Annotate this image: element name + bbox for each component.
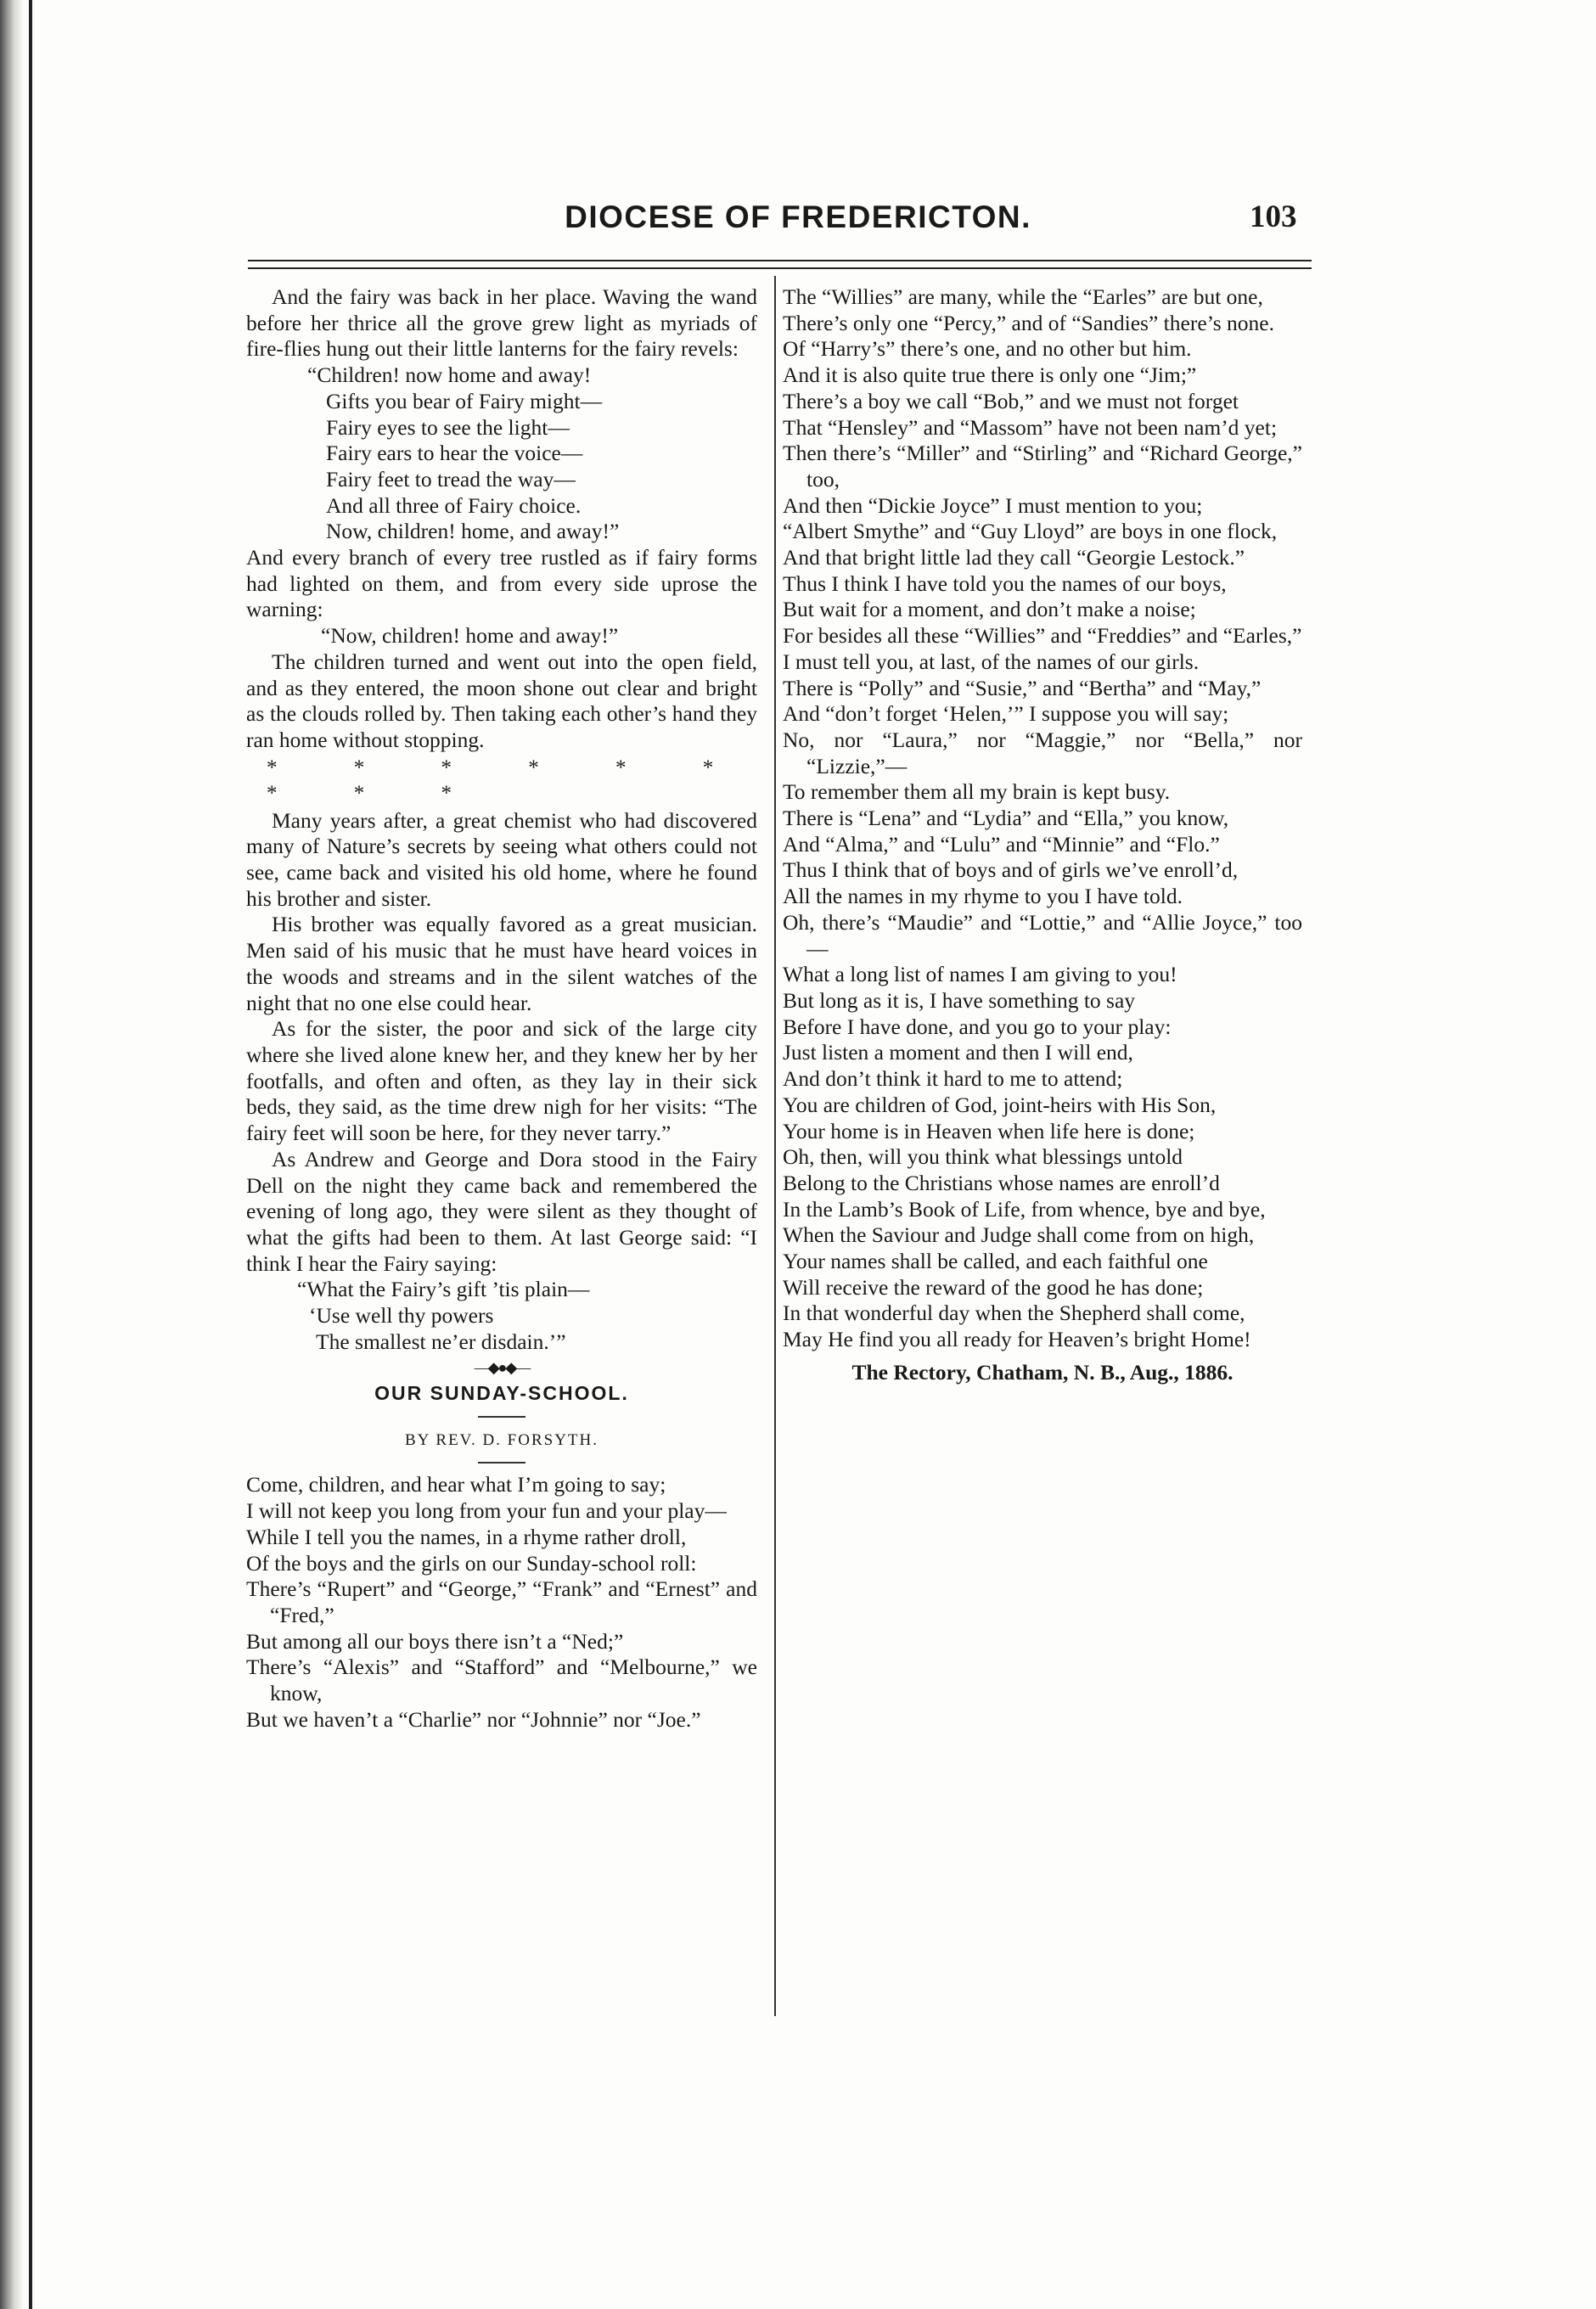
column-divider bbox=[774, 276, 776, 2016]
left-column bbox=[246, 284, 757, 1733]
poem-line: Gifts you bear of Fairy might— bbox=[326, 388, 603, 413]
running-title: DIOCESE OF FREDERICTON. bbox=[565, 199, 1031, 234]
paragraph-branch: And every branch of every tree rustled as if fairy forms had lighted on them, and from every side uprose the warning: bbox=[246, 545, 757, 622]
verse-line: Will receive the reward of the good he has done; bbox=[783, 1274, 1204, 1300]
verse-line: While I tell you the names, in a rhyme rather droll, bbox=[246, 1524, 687, 1549]
verse-line: There’s “Rupert” and “George,” “Frank” and “Ernest” and “Fred,” bbox=[246, 1576, 757, 1627]
byline: BY REV. D. FORSYTH. bbox=[404, 1431, 599, 1450]
fairy-saying-poem bbox=[246, 1277, 757, 1355]
verse-line: That “Hensley” and “Massom” have not been nam’d yet; bbox=[783, 414, 1278, 440]
verse-line: Belong to the Christians whose names are enroll’d bbox=[783, 1170, 1220, 1195]
fairy-poem bbox=[246, 362, 757, 545]
verse-line: There’s “Alexis” and “Stafford” and “Melbourne,” we know, bbox=[246, 1655, 757, 1706]
verse-line: Before I have done, and you go to your play: bbox=[783, 1014, 1172, 1039]
verse-line: And then “Dickie Joyce” I must mention to you; bbox=[783, 492, 1203, 518]
page-spine-shadow bbox=[0, 0, 24, 2309]
signoff: The Rectory, Chatham, N. B., Aug., 1886. bbox=[851, 1359, 1234, 1385]
header-rule-upper bbox=[248, 260, 1312, 261]
poem-line: Now, children! home, and away!” bbox=[326, 519, 620, 544]
poem-line: ‘Use well thy powers bbox=[309, 1303, 494, 1329]
verse-line: For besides all these “Willies” and “Freddies” and “Earles,” bbox=[783, 623, 1302, 649]
poem-line: Fairy eyes to see the light— bbox=[326, 414, 570, 440]
verse-line: Oh, then, will you think what blessings untold bbox=[783, 1144, 1183, 1170]
verse-line: There is “Polly” and “Susie,” and “Bertha” and “May,” bbox=[783, 675, 1262, 700]
verse-line: I will not keep you long from your fun and your play— bbox=[246, 1498, 727, 1524]
verse-line: There’s a boy we call “Bob,” and we must not forget bbox=[783, 388, 1239, 413]
poem-line: The smallest ne’er disdain.’” bbox=[316, 1329, 566, 1354]
page-gutter-line bbox=[29, 0, 32, 2309]
verse-line: No, nor “Laura,” nor “Maggie,” nor “Bella,” nor “Lizzie,”— bbox=[783, 727, 1302, 778]
verse-line: And that bright little lad they call “Georgie Lestock.” bbox=[783, 545, 1245, 570]
right-column bbox=[783, 284, 1302, 1385]
verse-line: Thus I think I have told you the names of our boys, bbox=[783, 570, 1227, 596]
verse-line: There’s only one “Percy,” and of “Sandies” there’s none. bbox=[783, 310, 1274, 335]
paragraph-fairy-back: And the fairy was back in her place. Waving the wand before her thrice all the grove grew light as myriads of fire-flies hung out their little lanterns for the fairy revels: bbox=[246, 284, 757, 362]
byline-rule bbox=[478, 1462, 525, 1463]
verse-line: In the Lamb’s Book of Life, from whence, bye and bye, bbox=[783, 1196, 1266, 1222]
verse-line: In that wonderful day when the Shepherd shall come, bbox=[783, 1301, 1245, 1326]
verse-line: You are children of God, joint-heirs with His Son, bbox=[783, 1092, 1217, 1117]
verse-line: When the Saviour and Judge shall come from on high, bbox=[783, 1222, 1255, 1248]
poem-line: And all three of Fairy choice. bbox=[326, 492, 582, 518]
verse-line: And it is also quite true there is only one “Jim;” bbox=[783, 362, 1197, 388]
poem-line: “What the Fairy’s gift ’tis plain— bbox=[297, 1277, 590, 1302]
verse-line: And don’t think it hard to me to attend; bbox=[783, 1066, 1123, 1092]
section-break-stars: * * * * * * * * * bbox=[267, 756, 750, 805]
verse-line: Come, children, and hear what I’m going to say; bbox=[246, 1472, 666, 1497]
paragraph-fairy-dell: As Andrew and George and Dora stood in the Fairy Dell on the night they came back and remembered the evening of long ago, they were silent as they thought of what the gifts had been to them. At last George said: “I think I hear the Fairy saying: bbox=[246, 1146, 757, 1276]
poem-line: Fairy ears to hear the voice— bbox=[326, 441, 583, 466]
paragraph-chemist: Many years after, a great chemist who had discovered many of Nature’s secrets by seeing what others could not see, came back and visited his old home, where he found his brother and sister. bbox=[246, 807, 757, 911]
verse-line: Then there’s “Miller” and “Stirling” and “Richard George,” too, bbox=[783, 441, 1302, 492]
verse-line: Your home is in Heaven when life here is done; bbox=[783, 1118, 1195, 1143]
verse-line: But we haven’t a “Charlie” nor “Johnnie” nor “Joe.” bbox=[246, 1706, 701, 1732]
verse-line: May He find you all ready for Heaven’s bright Home! bbox=[783, 1327, 1251, 1352]
title-rule bbox=[478, 1416, 525, 1418]
warning-line: “Now, children! home and away!” bbox=[321, 623, 619, 649]
paragraph-sister: As for the sister, the poor and sick of the large city where she lived alone knew her, and they knew her by her footfalls, and often and often, as they lay in their sick beds, they said, as the time drew nigh for her visits: “The fairy feet will soon be here, for they never tarry.” bbox=[246, 1016, 757, 1146]
verse-line: Thus I think that of boys and of girls we’ve enroll’d, bbox=[783, 857, 1239, 883]
header-rule-lower bbox=[248, 267, 1312, 269]
paragraph-musician: His brother was equally favored as a great musician. Men said of his music that he must have heard voices in the woods and streams and in the silent watches of the night that no one else could hear. bbox=[246, 912, 757, 1015]
ornament-divider: —◆●◆— bbox=[474, 1359, 530, 1377]
verse-line: Of the boys and the girls on our Sunday-school roll: bbox=[246, 1550, 697, 1576]
verse-line: The “Willies” are many, while the “Earles” are but one, bbox=[783, 284, 1263, 309]
verse-line: I must tell you, at last, of the names of our girls. bbox=[783, 649, 1200, 674]
poem-line: Fairy feet to tread the way— bbox=[326, 466, 576, 492]
verse-line: Of “Harry’s” there’s one, and no other but him. bbox=[783, 336, 1192, 362]
verse-line: But long as it is, I have something to say bbox=[783, 987, 1136, 1013]
paragraph-children-turned: The children turned and went out into the open field, and as they entered, the moon shone out clear and bright as the clouds rolled by. Then taking each other’s hand they ran home without stopping. bbox=[246, 649, 757, 752]
verse-line: There is “Lena” and “Lydia” and “Ella,” you know, bbox=[783, 806, 1229, 831]
verse-line: But among all our boys there isn’t a “Ned;” bbox=[246, 1628, 624, 1654]
verse-line: To remember them all my brain is kept busy. bbox=[783, 779, 1171, 805]
verse-line: What a long list of names I am giving to you! bbox=[783, 962, 1177, 987]
verse-line: And “don’t forget ‘Helen,’” I suppose you will say; bbox=[783, 701, 1229, 727]
verse-line: But wait for a moment, and don’t make a noise; bbox=[783, 597, 1196, 622]
verse-line: And “Alma,” and “Lulu” and “Minnie” and “Flo.” bbox=[783, 831, 1220, 857]
poem-line: “Children! now home and away! bbox=[307, 362, 592, 388]
verse-line: Your names shall be called, and each faithful one bbox=[783, 1249, 1208, 1274]
page-number: 103 bbox=[1250, 199, 1297, 234]
verse-line: Just listen a moment and then I will end, bbox=[783, 1040, 1133, 1065]
verse-line: “Albert Smythe” and “Guy Lloyd” are boys in one flock, bbox=[783, 519, 1278, 544]
section-title: OUR SUNDAY-SCHOOL. bbox=[374, 1382, 629, 1405]
verse-line: Oh, there’s “Maudie” and “Lottie,” and “Allie Joyce,” too— bbox=[783, 909, 1302, 961]
verse-line: All the names in my rhyme to you I have told. bbox=[783, 884, 1183, 909]
